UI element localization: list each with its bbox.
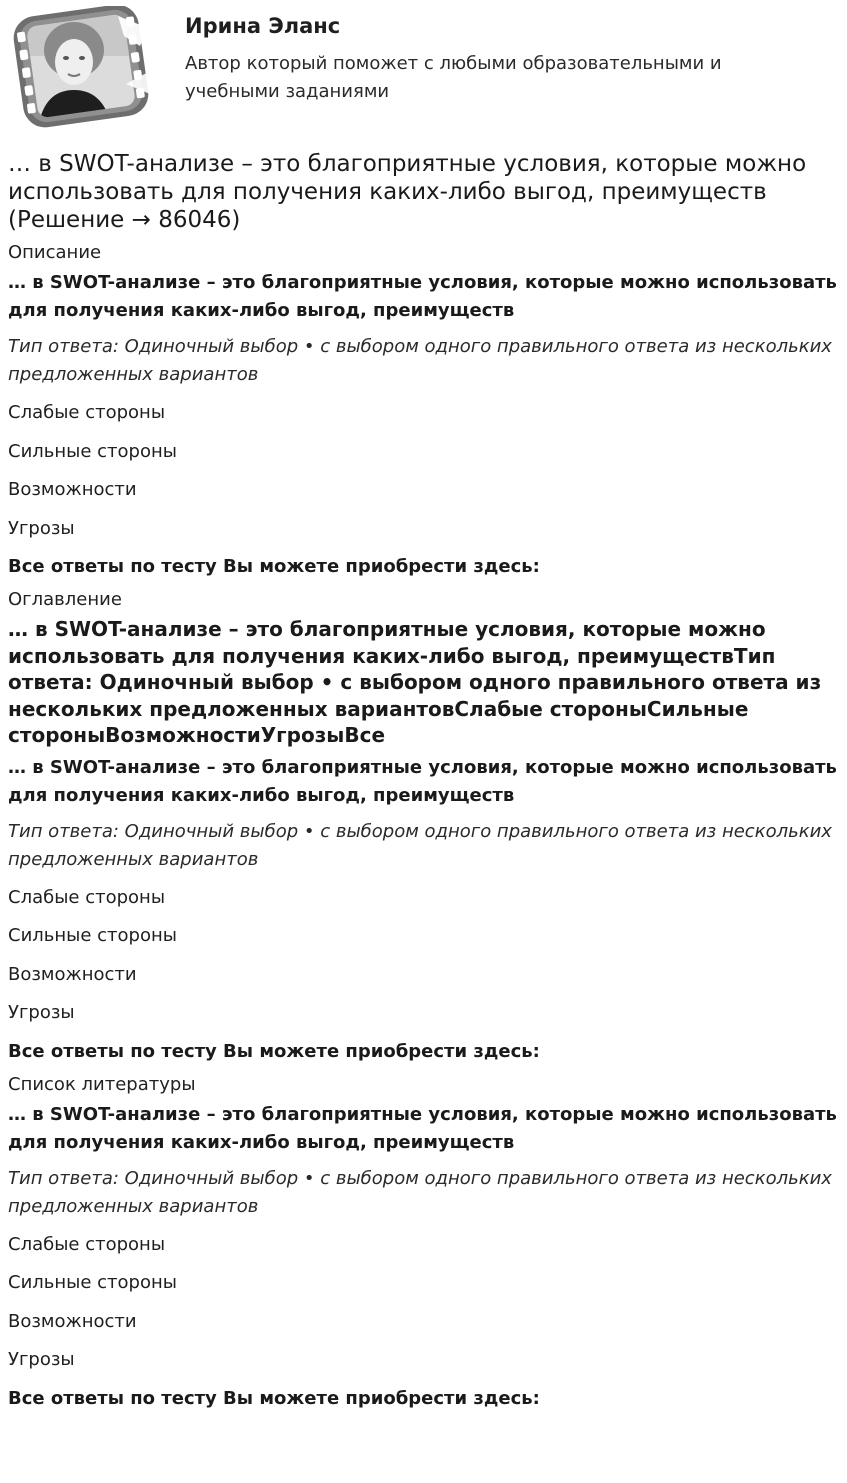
question-text: … в SWOT-анализе – это благоприятные условия, которые можно использовать для получения каких-либо выгод, преимуществ (8, 272, 837, 321)
option-opportunities: Возможности (8, 963, 137, 985)
answer-type-text: Тип ответа: Одиночный выбор • с выбором одного правильного ответа из нескольких предложенных вариантов (8, 820, 832, 870)
option-weaknesses: Слабые стороны (8, 1233, 166, 1255)
option-threats: Угрозы (8, 517, 75, 539)
toc-summary-text: … в SWOT-анализе – это благоприятные условия, которые можно использовать для получения каких-либо выгод, преимуществТип ответа: Одиночный выбор • с выбором одного правильного ответа из нескольких предложенных вариантовСлабые стороныСильные стороныВозможностиУгрозыВсе (8, 617, 822, 747)
question-text: … в SWOT-анализе – это благоприятные условия, которые можно использовать для получения каких-либо выгод, преимуществ (8, 756, 837, 806)
options-list (8, 884, 839, 1028)
author-description: Автор который поможет с любыми образовательными и учебными заданиями (185, 53, 722, 102)
option-opportunities: Возможности (8, 1310, 137, 1332)
author-card (8, 0, 839, 150)
buy-note: Все ответы по тесту Вы можете приобрести здесь: (8, 1387, 540, 1409)
page-title: … в SWOT-анализе – это благоприятные условия, которые можно использовать для получения каких-либо выгод, преимуществ (Решение → 86046) (8, 151, 807, 233)
option-strengths: Сильные стороны (8, 1272, 177, 1293)
options-list (8, 1231, 839, 1375)
section-label-literature: Список литературы (8, 1073, 196, 1095)
buy-note: Все ответы по тесту Вы можете приобрести здесь: (8, 1040, 540, 1062)
buy-note: Все ответы по тесту Вы можете приобрести здесь: (8, 556, 540, 577)
answer-type-text: Тип ответа: Одиночный выбор • с выбором одного правильного ответа из нескольких предложенных вариантов (8, 1167, 832, 1217)
description-section (8, 242, 839, 581)
option-strengths: Сильные стороны (8, 440, 177, 462)
option-threats: Угрозы (8, 1349, 75, 1370)
option-opportunities: Возможности (8, 479, 137, 500)
option-strengths: Сильные стороны (8, 925, 177, 946)
film-strip-portrait-icon[interactable] (8, 6, 154, 128)
options-list (8, 399, 839, 543)
literature-section (8, 1074, 839, 1413)
option-weaknesses: Слабые стороны (8, 402, 166, 423)
section-label-toc: Оглавление (8, 589, 122, 610)
option-weaknesses: Слабые стороны (8, 886, 166, 908)
toc-section (8, 589, 839, 1066)
answer-type-text: Тип ответа: Одиночный выбор • с выбором одного правильного ответа из нескольких предложенных вариантов (8, 336, 832, 385)
question-text: … в SWOT-анализе – это благоприятные условия, которые можно использовать для получения каких-либо выгод, преимуществ (8, 1103, 837, 1153)
option-threats: Угрозы (8, 1002, 75, 1023)
author-name[interactable]: Ирина Эланс (185, 14, 341, 38)
section-label-description: Описание (8, 242, 102, 263)
